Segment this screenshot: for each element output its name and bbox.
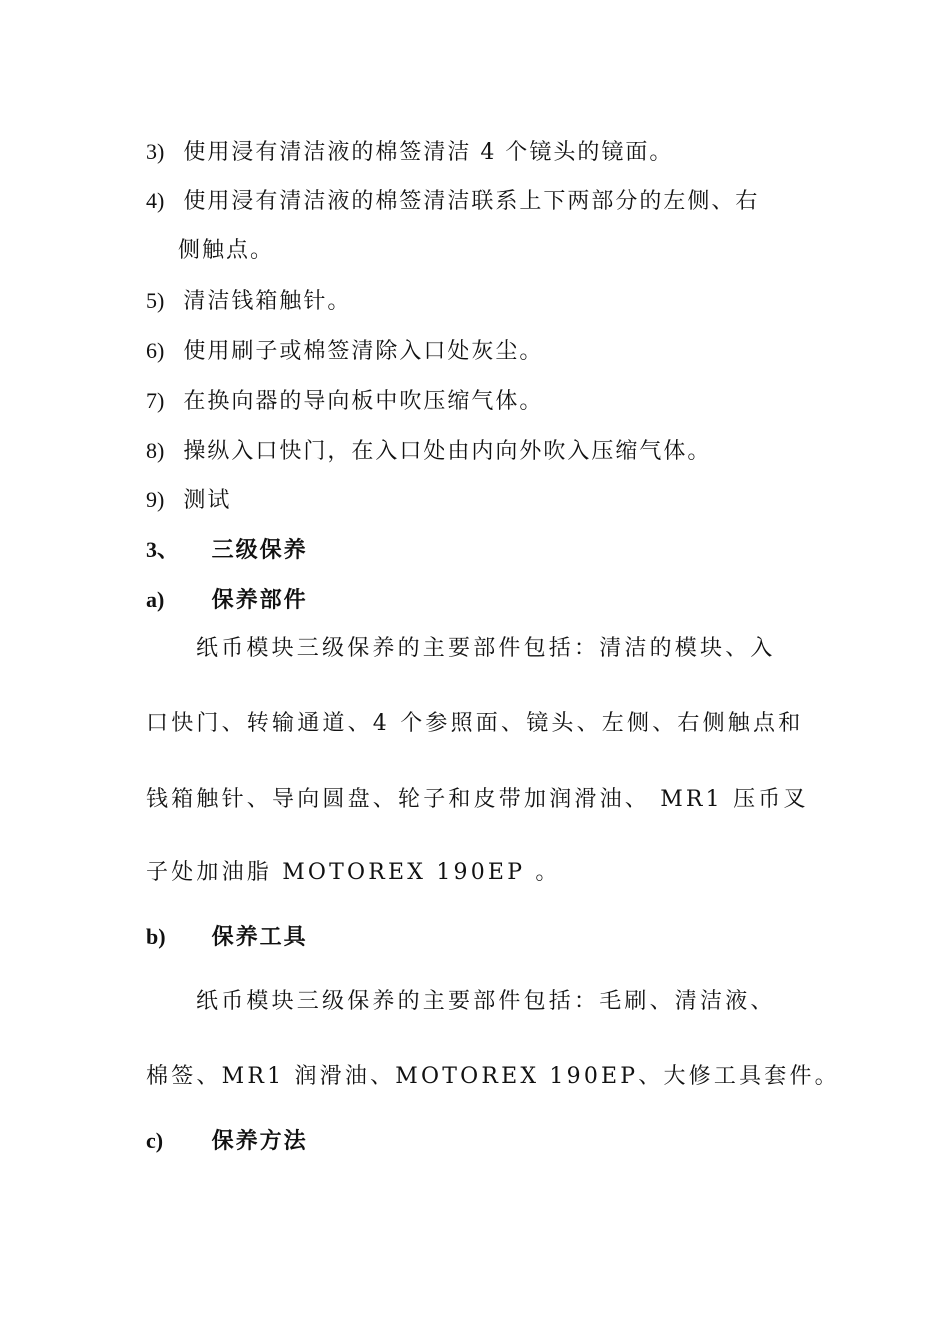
subsection-title: 保养方法 <box>211 1128 308 1154</box>
step-number: 8) <box>146 438 165 463</box>
subsection-b-heading <box>146 922 308 952</box>
step-text: 使用浸有清洁液的棉签清洁联系上下两部分的左侧、右 <box>183 189 760 214</box>
step-5 <box>146 286 351 317</box>
step-6 <box>146 336 543 367</box>
paragraph-a-line-1: 纸币模块三级保养的主要部件包括：清洁的模块、入 <box>196 636 776 661</box>
subsection-title: 保养部件 <box>211 587 308 613</box>
step-text: 侧触点。 <box>178 238 275 263</box>
subsection-number: c) <box>146 1128 164 1153</box>
subsection-title: 保养工具 <box>211 924 308 950</box>
step-4 <box>146 186 759 217</box>
step-text: 使用刷子或棉签清除入口处灰尘。 <box>183 339 544 364</box>
section-3-heading <box>146 535 308 565</box>
subsection-a-heading <box>146 585 308 615</box>
step-number: 6) <box>146 338 165 363</box>
step-text: 操纵入口快门，在入口处由内向外吹入压缩气体。 <box>183 439 712 464</box>
step-7 <box>146 386 543 417</box>
step-number: 9) <box>146 487 165 512</box>
step-number: 5) <box>146 288 165 313</box>
paragraph-a-line-4: 子处加油脂 MOTOREX 190EP 。 <box>146 860 561 885</box>
step-4-continuation <box>178 236 274 266</box>
step-text: 使用浸有清洁液的棉签清洁 4 个镜头的镜面。 <box>183 140 674 165</box>
step-number: 3) <box>146 139 165 164</box>
step-number: 4) <box>146 188 165 213</box>
paragraph-b-line-2: 棉签、MR1 润滑油、MOTOREX 190EP、大修工具套件。 <box>146 1064 840 1089</box>
paragraph-a-line-2: 口快门、转输通道、4 个参照面、镜头、左侧、右侧触点和 <box>146 711 804 736</box>
step-text: 清洁钱箱触针。 <box>183 289 352 314</box>
step-number: 7) <box>146 388 165 413</box>
step-text: 在换向器的导向板中吹压缩气体。 <box>183 389 544 414</box>
section-title: 三级保养 <box>211 537 308 563</box>
step-3 <box>146 137 673 168</box>
subsection-number: b) <box>146 924 166 949</box>
subsection-number: a) <box>146 587 165 612</box>
section-number: 3、 <box>146 537 180 562</box>
subsection-c-heading <box>146 1126 308 1156</box>
step-8 <box>146 436 711 467</box>
step-text: 测试 <box>183 488 232 513</box>
step-9 <box>146 485 231 516</box>
paragraph-a-line-3: 钱箱触针、导向圆盘、轮子和皮带加润滑油、 MR1 压币叉 <box>146 787 809 812</box>
paragraph-b-line-1: 纸币模块三级保养的主要部件包括：毛刷、清洁液、 <box>196 989 776 1014</box>
